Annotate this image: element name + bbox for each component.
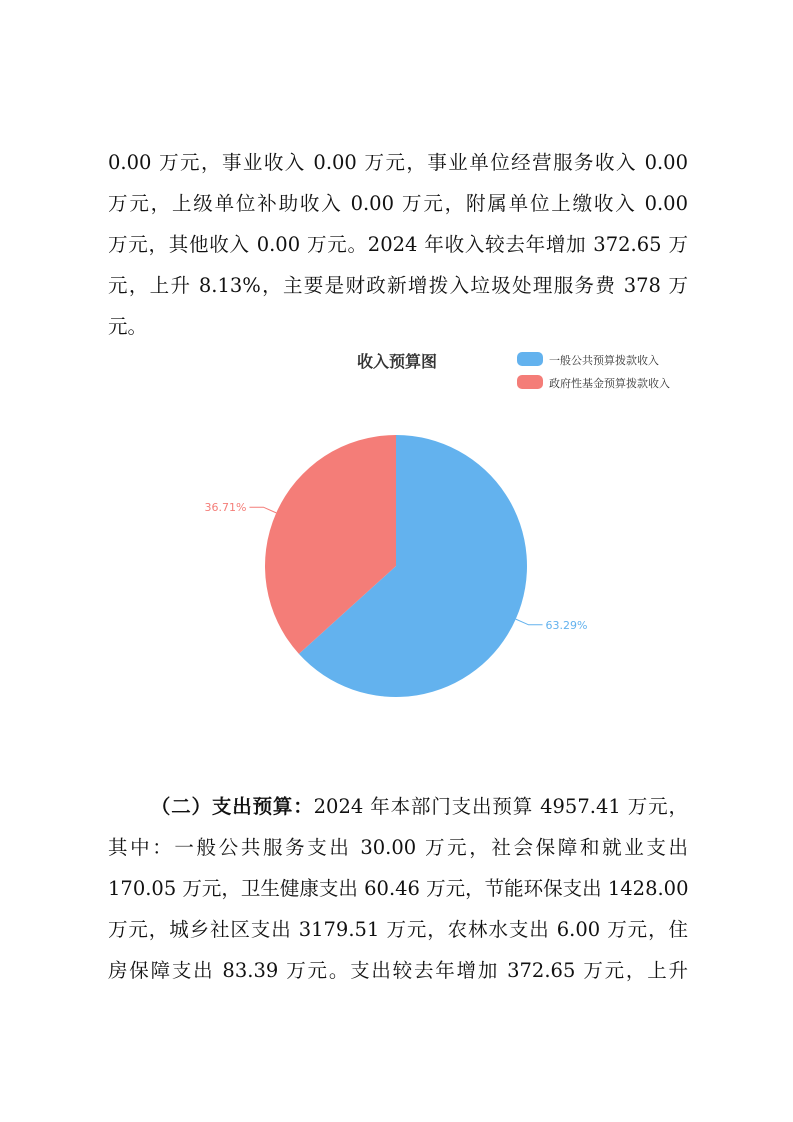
chart-legend: [517, 352, 670, 390]
text-line: 元，上升 8.13%，主要是财政新增拨入垃圾处理服务费 378 万: [108, 274, 688, 297]
chart-title: 收入预算图: [356, 352, 438, 371]
income-paragraph: [108, 142, 688, 347]
pie-leader-line: [516, 619, 543, 625]
text-line: 万元，其他收入 0.00 万元。2024 年收入较去年增加 372.65 万: [108, 233, 688, 256]
income-budget-pie-chart: [180, 340, 700, 720]
pie-percent-label: 36.71%: [204, 501, 247, 515]
text-line: 170.05 万元，卫生健康支出 60.46 万元，节能环保支出 1428.00: [108, 877, 689, 900]
legend-label-general: 一般公共预算拨款收入: [549, 354, 659, 367]
text-line-part: 2024 年本部门支出预算 4957.41 万元，: [313, 795, 688, 818]
text-line: 万元，上级单位补助收入 0.00 万元，附属单位上缴收入 0.00: [108, 192, 688, 215]
pie-percent-label: 63.29%: [545, 618, 588, 632]
legend-label-fund: 政府性基金预算拨款收入: [549, 377, 670, 390]
text-line: 房保障支出 83.39 万元。支出较去年增加 372.65 万元，上升: [108, 959, 688, 982]
expenditure-paragraph: [108, 786, 688, 991]
text-line: 万元，城乡社区支出 3179.51 万元，农林水支出 6.00 万元，住: [108, 918, 688, 941]
pie-leader-line: [249, 507, 276, 513]
text-line: [108, 786, 688, 827]
text-line: 0.00 万元，事业收入 0.00 万元，事业单位经营服务收入 0.00: [108, 151, 688, 174]
pie-slices: [265, 435, 527, 697]
section-heading: （二）支出预算：: [150, 795, 314, 818]
legend-swatch-general: [517, 352, 543, 366]
text-line: 元。: [108, 315, 148, 338]
text-line: 其中：一般公共服务支出 30.00 万元，社会保障和就业支出: [108, 836, 688, 859]
legend-swatch-fund: [517, 375, 543, 389]
